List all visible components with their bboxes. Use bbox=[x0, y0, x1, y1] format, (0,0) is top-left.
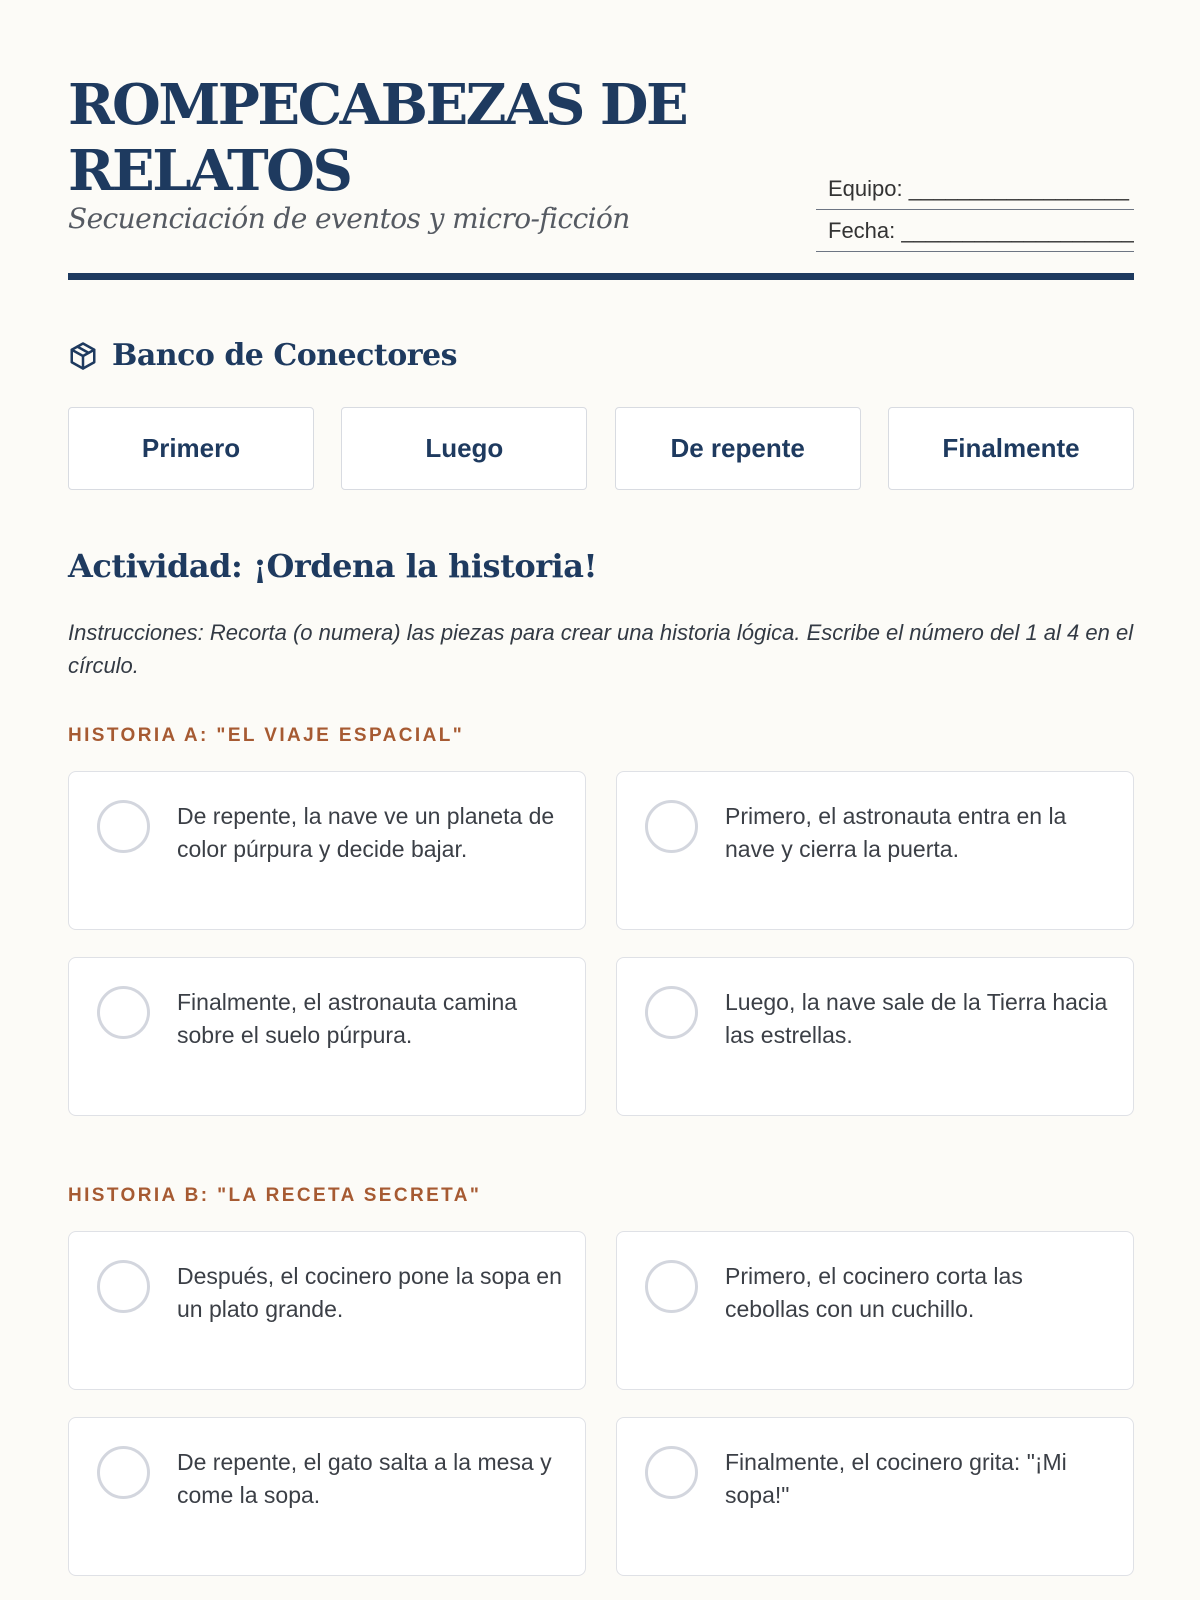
story-a-label: HISTORIA A: "EL VIAJE ESPACIAL" bbox=[68, 725, 465, 746]
cube-icon bbox=[68, 341, 98, 371]
page-title: ROMPECABEZAS DE RELATOS bbox=[68, 72, 687, 204]
piece-text: Finalmente, el cocinero grita: "¡Mi sopa!" bbox=[725, 1449, 1067, 1508]
number-circle[interactable] bbox=[97, 800, 150, 853]
story-piece[interactable] bbox=[68, 957, 586, 1116]
story-piece[interactable] bbox=[68, 1417, 586, 1576]
number-circle[interactable] bbox=[97, 986, 150, 1039]
story-piece[interactable] bbox=[616, 771, 1134, 930]
story-piece[interactable] bbox=[616, 957, 1134, 1116]
story-piece[interactable] bbox=[616, 1231, 1134, 1390]
connector-primero[interactable]: Primero bbox=[68, 407, 314, 490]
piece-text: Primero, el astronauta entra en la nave y cierra la puerta. bbox=[725, 803, 1067, 862]
story-piece[interactable] bbox=[68, 771, 586, 930]
piece-text: Después, el cocinero pone la sopa en un plato grande. bbox=[177, 1263, 562, 1322]
header-divider bbox=[68, 273, 1134, 280]
piece-text: De repente, el gato salta a la mesa y come la sopa. bbox=[177, 1449, 552, 1508]
team-date-fields bbox=[816, 168, 1134, 252]
story-piece[interactable] bbox=[68, 1231, 586, 1390]
number-circle[interactable] bbox=[645, 1446, 698, 1499]
piece-text: Primero, el cocinero corta las cebollas con un cuchillo. bbox=[725, 1263, 1023, 1322]
connector-luego[interactable]: Luego bbox=[341, 407, 587, 490]
piece-text: Finalmente, el astronauta camina sobre el suelo púrpura. bbox=[177, 989, 518, 1048]
connector-de-repente[interactable]: De repente bbox=[615, 407, 861, 490]
number-circle[interactable] bbox=[645, 986, 698, 1039]
number-circle[interactable] bbox=[645, 1260, 698, 1313]
story-b-pieces bbox=[68, 1231, 1134, 1576]
story-piece[interactable] bbox=[616, 1417, 1134, 1576]
connector-bank bbox=[68, 407, 1134, 490]
piece-text: De repente, la nave ve un planeta de color púrpura y decide bajar. bbox=[177, 803, 555, 862]
connectors-heading-text: Banco de Conectores bbox=[112, 338, 458, 373]
story-a-pieces bbox=[68, 771, 1134, 1116]
number-circle[interactable] bbox=[97, 1446, 150, 1499]
connectors-heading bbox=[68, 338, 457, 373]
number-circle[interactable] bbox=[97, 1260, 150, 1313]
date-field[interactable]: Fecha: ___________________ bbox=[816, 210, 1134, 252]
story-b-label: HISTORIA B: "LA RECETA SECRETA" bbox=[68, 1185, 482, 1206]
number-circle[interactable] bbox=[645, 800, 698, 853]
worksheet-header bbox=[68, 72, 1134, 280]
activity-instructions: Instrucciones: Recorta (o numera) las piezas para crear una historia lógica. Escribe el número del 1 al 4 en el círculo. bbox=[68, 620, 1134, 678]
activity-heading: Actividad: ¡Ordena la historia! bbox=[68, 547, 597, 585]
team-field[interactable]: Equipo: __________________ bbox=[816, 168, 1134, 210]
connector-finalmente[interactable]: Finalmente bbox=[888, 407, 1134, 490]
page-subtitle: Secuenciación de eventos y micro-ficción bbox=[68, 202, 630, 235]
piece-text: Luego, la nave sale de la Tierra hacia las estrellas. bbox=[725, 989, 1108, 1048]
worksheet-page bbox=[68, 0, 1134, 1600]
